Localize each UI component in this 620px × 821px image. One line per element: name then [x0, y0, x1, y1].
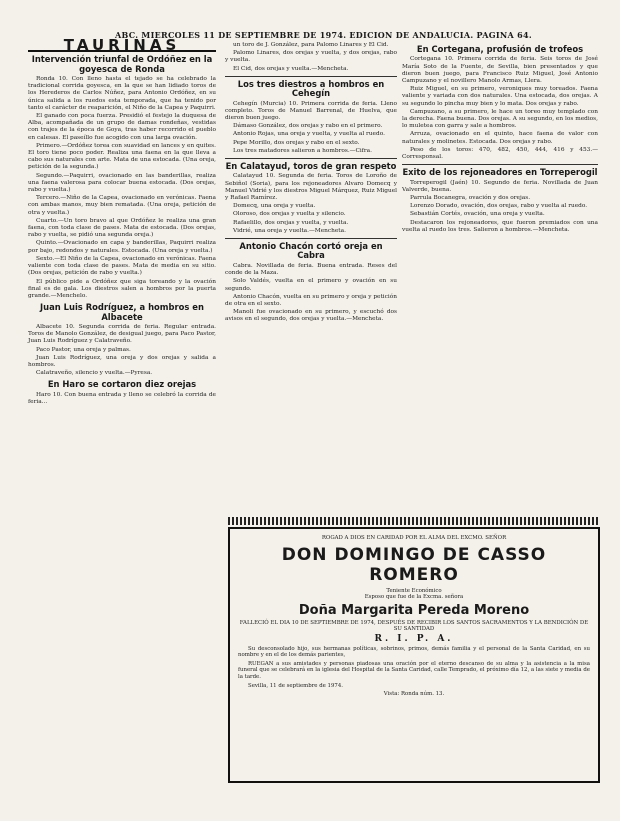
paragraph: Haro 10. Con buena entrada y lleno se celebró la corrida de feria...	[28, 391, 216, 405]
paragraph: Cuarto.—Un toro bravo al que Ordóñez le realiza una gran faena, con toda clase de pases. Mata de estocada. (Dos orejas, rabo y vuelta, se pidió una segunda oreja.)	[28, 217, 216, 239]
section-title: TAURINAS	[28, 42, 216, 52]
column-1	[28, 36, 216, 407]
paragraph: Lorenzo Dorado, ovación, dos orejas, rabo y vuelta al ruedo.	[410, 203, 588, 210]
obituary-name: DON DOMINGO DE CASSO ROMERO	[281, 544, 547, 585]
paragraph: Solo Valdés, vuelta en el primero y ovación en su segundo.	[225, 278, 397, 292]
divider	[225, 158, 397, 159]
headline-albacete: Juan Luis Rodríguez, a hombros en Albacete	[40, 302, 204, 322]
paragraph: Antonio Rojas, una oreja y vuelta, y vuelta al ruedo.	[233, 131, 385, 138]
paragraph: El ganado con poca fuerza. Presidió el festejo la duquesa de Alba, acompañada de un grupo de damas rondeñas, vestidas con trajes de la época de Goya, tras haber recorrido el pueblo en calesas. El paseíllo fue acogido con una larga ovación.	[28, 113, 216, 141]
paragraph: RUEGAN a sus amistades y personas piadosas una oración por el eterno descanso de su alma y la asistencia a la misa funeral que se celebrará en la iglesia del Hospital de la Santa Caridad, calle Temprado, el próximo día 12, a las siete y media de la tarde.	[238, 660, 590, 680]
paragraph: Vidrié, una oreja y vuelta.—Mencheta.	[233, 227, 346, 234]
paragraph: Calatayud 10. Segunda de feria. Toros de Loroño de Sebiñol (Soria), para los rejoneadores Alvaro Domecq y Manuel Vidrié y los diestros Miguel Márquez, Ruiz Miguel y Rafael Ramírez.	[225, 173, 397, 202]
paragraph: Su desconsolado hijo, sus hermanas políticas, sobrinos, primos, demás familia y el personal de la Santa Caridad, en su nombre y en el de los demás parientes,	[238, 645, 590, 659]
paragraph: Quinto.—Ovacionado en capa y banderillas, Paquirri realiza por bajo, redondos y naturales. Estocada. (Una oreja y vuelta.)	[28, 240, 216, 254]
paragraph: Sevilla, 11 de septiembre de 1974.	[248, 682, 343, 689]
headline-calatayud: En Calatayud, toros de gran respeto	[225, 161, 397, 172]
divider	[225, 76, 397, 77]
paragraph: Parrula Bocanegra, ovación y dos orejas.	[410, 195, 531, 202]
paragraph: Destacaron los rejoneadores, que fueron premiados con una vuelta al ruedo los tres. Salieron a hombros.—Mencheta.	[402, 219, 598, 233]
obituary-died-line: FALLECIÓ EL DIA 10 DE SEPTIEMBRE DE 1974, DESPUÉS DE RECIBIR LOS SANTOS SACRAMENTOS Y LA BENDICIÓN DE SU SANTIDAD	[239, 619, 589, 633]
paragraph: Manoli fue ovacionado en su primero, y escuchó dos avisos en el segundo, dos orejas y vuelta.—Mencheta.	[225, 309, 397, 323]
headline-cehegin: Los tres diestros a hombros en Cehegín	[237, 78, 385, 99]
paragraph: Cehegín (Murcia) 10. Primera corrida de feria. Lleno completo. Toros de Manuel Barrenal, de Huelva, que dieron buen juego.	[225, 100, 397, 122]
headline-torreperogil: Exito de los rejoneadores en Torreperogil	[402, 167, 598, 178]
paragraph: Tercero.—Niño de la Capea, ovacionado en verónicas. Faena con ambas manos, muy bien rematada. (Una oreja, petición de otra y vuelta.)	[28, 195, 216, 216]
paragraph: Ruiz Miguel, en su primero, veroniques muy toreados. Faena valiente y variada con dos naturales. Una estocada, dos orejas. A su segundo lo pincha muy bien y lo mata. Dos orejas y rabo.	[402, 86, 598, 107]
obituary-rip: R. I. P. A.	[374, 633, 454, 644]
column-3	[402, 42, 598, 235]
column-2	[225, 42, 397, 325]
paragraph: Domecq, una oreja y vuelta.	[233, 203, 316, 210]
headline-cortegana: En Cortegana, profusión de trofeos	[416, 44, 584, 54]
paragraph: El público pide a Ordóñez que siga toreando y la ovación final es de gala. Los diestros salen a hombros por la puerta grande.—Menchelo.	[28, 278, 216, 299]
paragraph: Juan Luis Rodríguez, una oreja y dos orejas y salida a hombros.	[28, 354, 216, 368]
obituary-border-band	[228, 517, 600, 525]
paragraph: Peso de los toros: 470, 482, 450, 444, 416 y 453.—Corresponsal.	[402, 146, 598, 161]
paragraph: Primero.—Ordóñez torea con suavidad en lances y en quites. El toro tiene poco poder. Realiza una faena en la que lleva a cabo sus naturales con arte. Mata de una estocada. (Una oreja, petición de la segunda.)	[28, 142, 216, 171]
obituary-body	[238, 646, 590, 690]
headline-ronda: Intervención triunfal de Ordóñez en la goyesca de Ronda	[31, 54, 213, 74]
paragraph: Antonio Chacón, vuelta en su primero y oreja y petición de otra en el sexto.	[225, 293, 397, 307]
paragraph: El Cid, dos orejas y vuelta.—Mencheta.	[233, 65, 349, 72]
paragraph: Rafaelillo, dos orejas y vuelta, y vuelta.	[233, 219, 349, 226]
paragraph: Torreperogil (Jaén) 10. Segundo de feria. Novillada de Juan Valverde, buena.	[402, 179, 598, 193]
obituary-wife-name: Doña Margarita Pereda Moreno	[298, 602, 530, 618]
paragraph: Segundo.—Paquirri, ovacionado en las banderillas, realiza una faena valerosa para colocar buena estocada. (Dos orejas, rabo y vuelta.)	[28, 172, 216, 194]
paragraph: Albacete 10. Segunda corrida de feria. Regular entrada. Toros de Manolo González, de desigual juego, para Paco Pastor, Juan Luis Rodríguez y Calatraveño.	[28, 323, 216, 345]
paragraph: Sebastián Cortés, ovación, una oreja y vuelta.	[410, 211, 545, 218]
paragraph: Sexto.—El Niño de la Capea, ovacionado en verónicas. Faena valiente con toda clase de pases. Mata de media en su sitio. (Dos orejas, petición de rabo y vuelta.)	[28, 255, 216, 277]
headline-haro: En Haro se cortaron diez orejas	[47, 379, 197, 390]
obituary-footer: Vista: Ronda núm. 13.	[383, 691, 445, 698]
page-header: ABC. MIERCOLES 11 DE SEPTIEMBRE DE 1974. EDICION DE ANDALUCIA. PAGINA 64.	[115, 30, 532, 40]
paragraph: Ronda 10. Con lleno hasta el tejado se ha celebrado la tradicional corrida goyesca, en la que se han lidiado toros de los Herederos de Carlos Núñez, para Antonio Ordóñez, en su única salida a los ruedos esta temporada, que ha tenido por tanto el carácter de reaparición, el Niño de la Capea y Paquirri.	[28, 76, 216, 111]
obituary-title: Teniente Económico	[386, 587, 442, 594]
obituary-notice	[228, 527, 600, 783]
paragraph: Campuzano, a su primero, le hace un toreo muy templado con la derecha. Faena buena. Dos orejas. A su segundo, en los medios, lo muletea con garra y sale a hombros.	[402, 108, 598, 130]
obituary-prayer-line: ROGAD A DIOS EN CARIDAD POR EL ALMA DEL EXCMO. SEÑOR	[321, 535, 507, 541]
paragraph: Pepe Morillo, dos orejas y rabo en el sexto.	[233, 139, 360, 146]
paragraph: Oloroso, dos orejas y vuelta y silencio.	[233, 211, 346, 218]
obituary-subtitle: Esposo que fue de la Excma. señora	[364, 594, 464, 601]
paragraph: Los tres matadores salieron a hombros.—Cifra.	[233, 147, 372, 154]
paragraph: Palomo Linares, dos orejas y vuelta, y dos orejas, rabo y vuelta.	[225, 50, 397, 64]
paragraph: Paco Pastor, una oreja y palmas.	[36, 346, 131, 353]
paragraph: Dámaso González, dos orejas y rabo en el primero.	[233, 123, 383, 130]
divider	[225, 238, 397, 239]
headline-cabra: Antonio Chacón cortó oreja en Cabra	[239, 241, 383, 261]
paragraph: Cabra. Novillada de feria. Buena entrada. Reses del conde de la Maza.	[225, 262, 397, 277]
paragraph: un toro de J. González, para Palomo Linares y El Cid.	[233, 42, 389, 48]
paragraph: Calatraveño, silencio y vuelta.—Pyresa.	[36, 370, 153, 377]
divider	[402, 164, 598, 165]
paragraph: Arruza, ovacionado en el quinto, hace faena de valor con naturales y molinetes. Estocada. Dos orejas y rabo.	[402, 131, 598, 145]
paragraph: Cortegana 10. Primera corrida de feria. Seis toros de José María Soto de la Fuente, de Sevilla, bien presentados y que dieron buen juego, para Francisco Ruiz Miguel, José Antonio Campuzano y el novillero Manolo Armas, Llera.	[402, 56, 598, 85]
